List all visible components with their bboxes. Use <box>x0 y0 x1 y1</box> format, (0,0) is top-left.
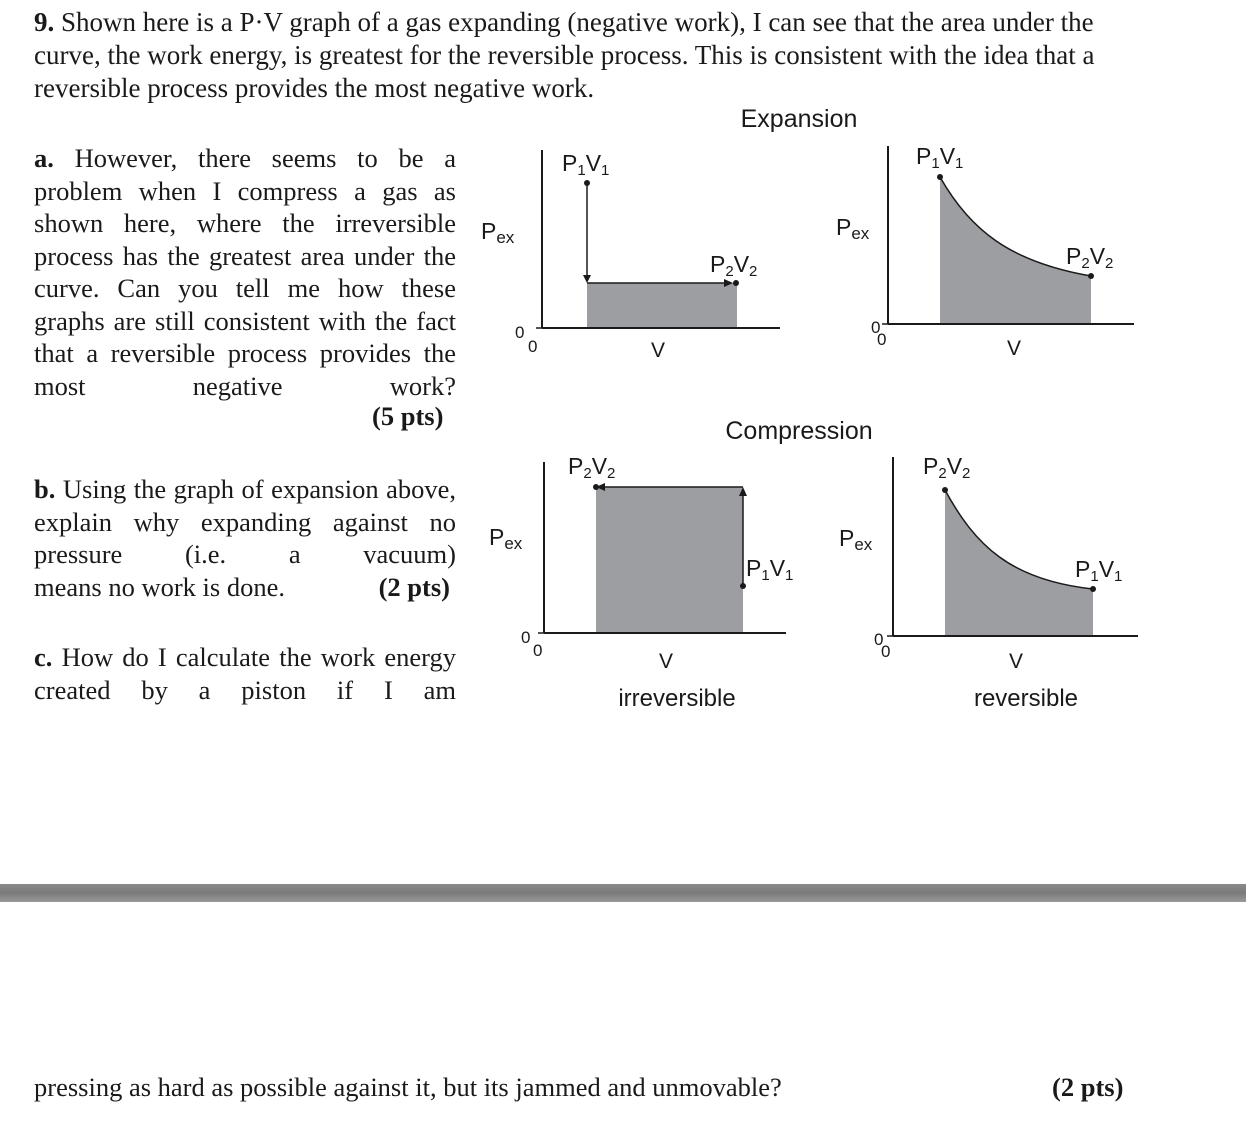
label-p2v2: P2V2 <box>710 251 758 280</box>
part-a-last-word: work? <box>389 370 456 401</box>
label-p1v1: P1V1 <box>916 143 964 172</box>
point-p1v1 <box>584 180 590 186</box>
expansion-title: Expansion <box>740 105 858 133</box>
arrow-down-icon <box>583 275 591 283</box>
point-p1v1 <box>937 174 943 180</box>
part-b-last-line-text: means no work is done. <box>34 571 285 602</box>
part-a-label: a. <box>34 143 54 173</box>
irreversible-label: irreversible <box>618 685 736 712</box>
graph-compression-irreversible <box>489 453 793 712</box>
x-axis-label: V <box>651 339 666 362</box>
label-p2v2: P2V2 <box>1066 243 1114 272</box>
part-a <box>34 142 456 402</box>
graph-expansion-reversible <box>836 143 1134 360</box>
question-intro: Shown here is a P·V graph of a gas expanding (negative work), I can see that the area under the curve, the work energy, is greatest for the reversible process. This is consistent with the idea that a reversible process provides the most negative work. <box>34 7 1095 103</box>
part-b-label: b. <box>34 474 56 504</box>
work-area <box>596 487 743 633</box>
point-p1v1 <box>740 583 746 589</box>
work-area <box>587 283 737 328</box>
work-area <box>945 490 1093 636</box>
question-number: 9. <box>34 7 55 37</box>
page-break-divider <box>0 884 1246 902</box>
zero-x: 0 <box>881 642 891 661</box>
x-axis-label: V <box>1007 337 1022 360</box>
zero-x: 0 <box>528 337 538 356</box>
part-b-text: Using the graph of expansion above, explain why expanding against no pressure (i.e. a vacuum) <box>34 474 456 569</box>
part-c-text: How do I calculate the work energy created by a piston if I am <box>34 642 456 705</box>
zero-y: 0 <box>871 318 881 337</box>
zero-y: 0 <box>874 630 884 649</box>
zero-x: 0 <box>877 330 887 349</box>
point-p1v1 <box>1090 586 1096 592</box>
part-c-points: (2 pts) <box>1052 1072 1124 1102</box>
label-p2v2: P2V2 <box>568 453 616 482</box>
x-axis-label: V <box>659 650 674 673</box>
y-axis-label: Pex <box>836 214 870 243</box>
pv-diagram-figure <box>470 100 1246 720</box>
y-axis-label: Pex <box>481 218 515 247</box>
part-a-points: (5 pts) <box>372 401 444 431</box>
question-9-text <box>34 6 1144 105</box>
label-p1v1: P1V1 <box>746 555 794 584</box>
part-c <box>34 641 456 706</box>
x-axis-label: V <box>1009 650 1024 673</box>
y-axis-label: Pex <box>489 524 523 553</box>
part-a-text: However, there seems to be a problem when I compress a gas as shown here, where the irreversible process has the greatest area under the curve. Can you tell me how these graphs are still consistent with the fact that a reversible process provides the most negative <box>34 143 456 401</box>
reversible-label: reversible <box>973 685 1079 712</box>
graph-expansion-irreversible <box>481 150 780 362</box>
zero-y: 0 <box>515 323 525 342</box>
label-p1v1: P1V1 <box>562 150 610 179</box>
part-b <box>34 473 456 603</box>
zero-x: 0 <box>533 641 543 660</box>
label-p1v1: P1V1 <box>1075 556 1123 585</box>
point-p2v2 <box>593 484 599 490</box>
part-b-last-line <box>34 571 456 604</box>
graph-compression-reversible <box>839 453 1138 712</box>
part-b-points: (2 pts) <box>378 571 450 602</box>
point-p2v2 <box>942 487 948 493</box>
point-p2v2 <box>733 280 739 286</box>
compression-title: Compression <box>725 417 873 445</box>
part-c-label: c. <box>34 642 53 672</box>
point-p2v2 <box>1088 273 1094 279</box>
part-c-continued: pressing as hard as possible against it, but its jammed and unmovable? <box>34 1072 782 1102</box>
label-p2v2: P2V2 <box>923 453 971 482</box>
y-axis-label: Pex <box>839 525 873 554</box>
zero-y: 0 <box>521 628 531 647</box>
